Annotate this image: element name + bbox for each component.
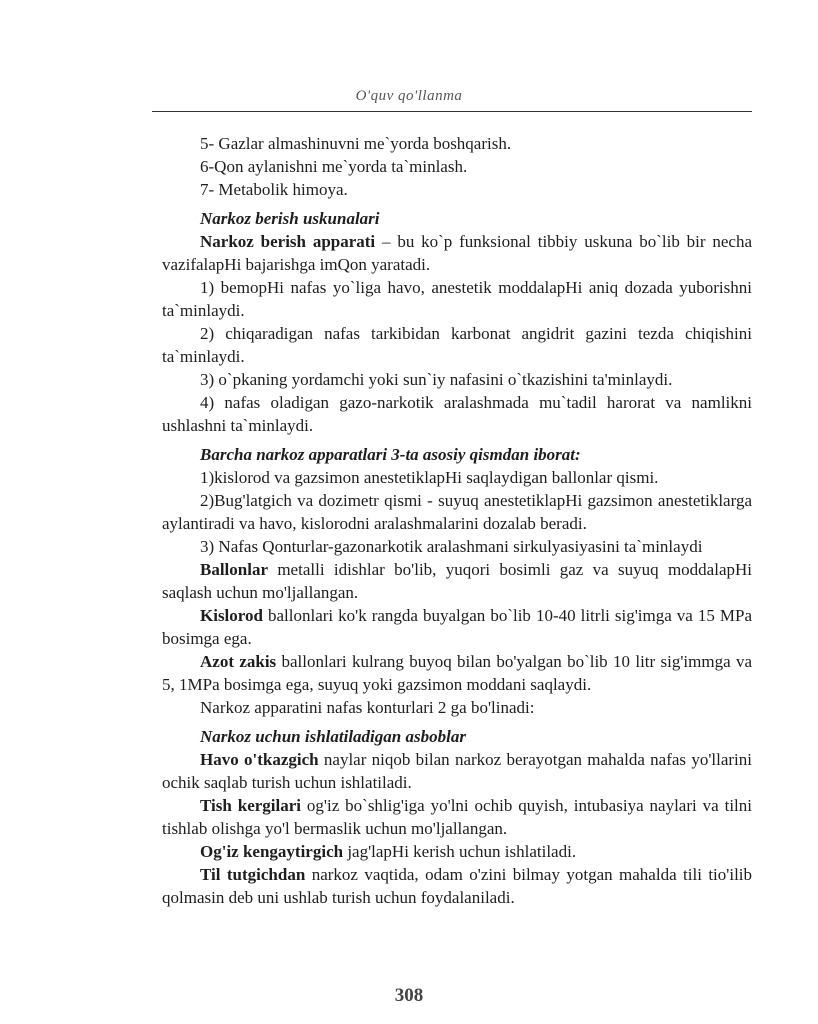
list-item: 6-Qon aylanishni me`yorda ta`minlash.	[200, 157, 468, 176]
list-item: 4) nafas oladigan gazo-narkotik aralashmada mu`tadil harorat va namlikni ushlashni ta`minlaydi.	[162, 393, 752, 435]
list-item: 1) bemopHi nafas yo`liga havo, anestetik moddalapHi aniq dozada yuborishni ta`minlaydi.	[162, 278, 752, 320]
header-rule	[152, 111, 752, 112]
term: Kislorod	[200, 606, 263, 625]
term: Narkoz berish apparati	[200, 232, 376, 251]
term: Til tutgichdan	[200, 865, 306, 884]
definition: ballonlari kulrang buyoq bilan bo'yalgan bo`lib 10 litr sig'immga va 5, 1MPa bosimga ega, suyuq yoki gazsimon moddani saqlaydi.	[162, 652, 752, 694]
definition: jag'lapHi kerish uchun ishlatiladi.	[343, 842, 577, 861]
list-item: 7- Metabolik himoya.	[200, 180, 348, 199]
section-heading: Barcha narkoz apparatlari 3-ta asosiy qismdan iborat:	[200, 445, 581, 464]
definition: ballonlari ko'k rangda buyalgan bo`lib 10-40 litrli sig'imga va 15 MPa bosimga ega.	[162, 606, 752, 648]
section-heading: Narkoz uchun ishlatiladigan asboblar	[200, 727, 466, 746]
definition: metalli idishlar bo'lib, yuqori bosimli gaz va suyuq moddalapHi saqlash uchun mo'ljallangan.	[162, 560, 752, 602]
page-number: 308	[394, 985, 424, 1006]
page-body	[162, 132, 752, 909]
term: Havo o'tkazgich	[200, 750, 319, 769]
paragraph	[162, 650, 752, 696]
list-item: 1)kislorod va gazsimon anestetiklapHi saqlaydigan ballonlar qismi.	[200, 468, 659, 487]
term: Ballonlar	[200, 560, 269, 579]
paragraph	[162, 230, 752, 276]
list-item: 2)Bug'latgich va dozimetr qismi - suyuq anestetiklapHi gazsimon anestetiklarga aylantiradi va havo, kislorodni aralashmalarini dozalab beradi.	[162, 491, 752, 533]
term: Og'iz kengaytirgich	[200, 842, 344, 861]
list-item: 3) o`pkaning yordamchi yoki sun`iy nafasini o`tkazishini ta'minlaydi.	[200, 370, 673, 389]
paragraph	[162, 604, 752, 650]
list-item: 3) Nafas Qonturlar-gazonarkotik aralashmani sirkulyasiyasini ta`minlaydi	[200, 537, 703, 556]
term: Tish kergilari	[200, 796, 301, 815]
paragraph	[162, 863, 752, 909]
section-heading: Narkoz berish uskunalari	[200, 209, 380, 228]
paragraph	[162, 840, 752, 863]
paragraph	[162, 748, 752, 794]
paragraph: Narkoz apparatini nafas konturlari 2 ga bo'linadi:	[200, 698, 535, 717]
term: Azot zakis	[200, 652, 277, 671]
definition: naylar niqob bilan narkoz berayotgan mahalda nafas yo'llarini ochik saqlab turish uchun ishlatiladi.	[162, 750, 752, 792]
list-item: 5- Gazlar almashinuvni me`yorda boshqarish.	[200, 134, 512, 153]
running-header: O'quv qo'llanma	[355, 88, 463, 104]
definition: – bu ko`p funksional tibbiy uskuna bo`lib bir necha vazifalapHi bajarishga imQon yaratadi.	[162, 232, 752, 274]
definition: narkoz vaqtida, odam o'zini bilmay yotgan mahalda tili tio'ilib qolmasin deb uni ushlab turish uchun foydalaniladi.	[162, 865, 753, 907]
definition: og'iz bo`shlig'iga yo'lni ochib quyish, intubasiya naylari va tilni tishlab olishga yo'l bermaslik uchun mo'ljallangan.	[162, 796, 752, 838]
paragraph	[162, 794, 752, 840]
list-item: 2) chiqaradigan nafas tarkibidan karbonat angidrit gazini tezda chiqishini ta`minlaydi.	[162, 324, 752, 366]
paragraph	[162, 558, 752, 604]
